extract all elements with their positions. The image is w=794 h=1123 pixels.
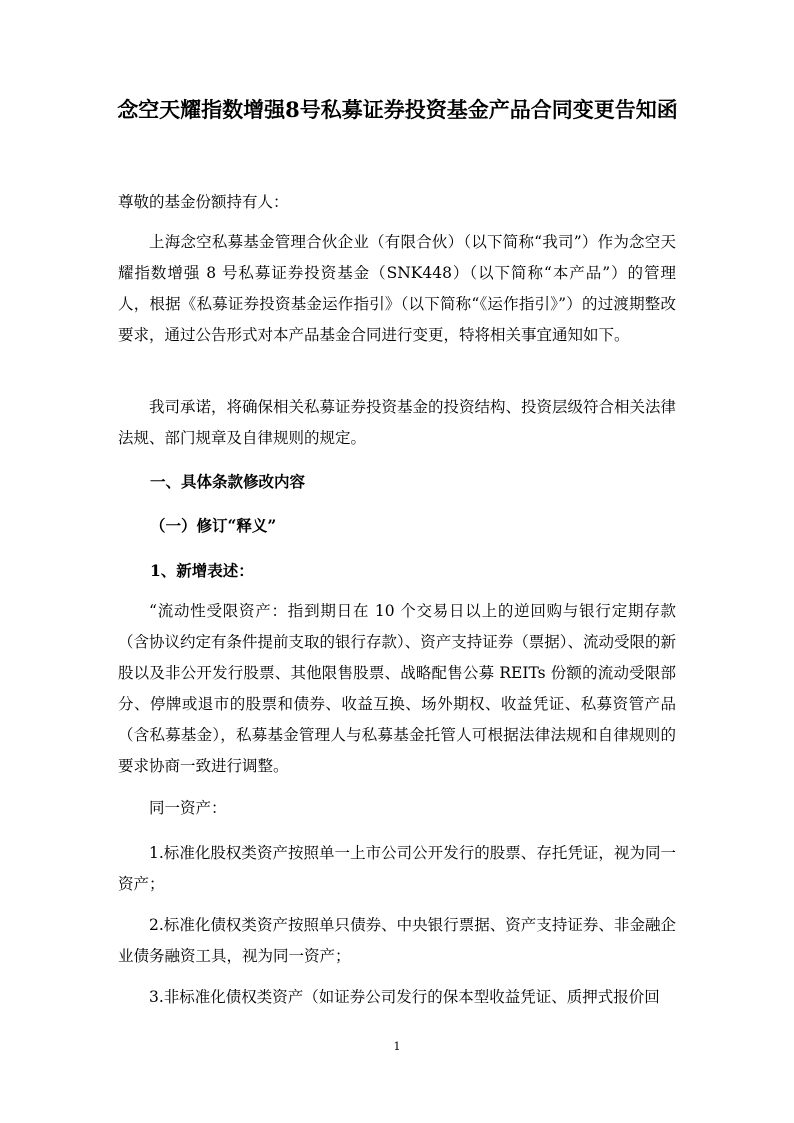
same-asset-item-2: 2.标准化债权类资产按照单只债券、中央银行票据、资产支持证券、非金融企业债务融资工具，视为同一资产； [118, 916, 676, 965]
commitment-paragraph: 我司承诺，将确保相关私募证券投资基金的投资结构、投资层级符合相关法律法规、部门规章及自律规则的规定。 [118, 398, 677, 447]
salutation: 尊敬的基金份额持有人： [118, 193, 289, 211]
same-asset-item-3: 3.非标准化债权类资产（如证券公司发行的保本型收益凭证、质押式报价回 [149, 988, 660, 1006]
document-title: 念空天耀指数增强8号私募证券投资基金产品合同变更告知函 [117, 97, 678, 122]
item-heading: 1、新增表述： [150, 561, 254, 580]
intro-paragraph: 上海念空私募基金管理合伙企业（有限合伙）（以下简称“我司”）作为念空天耀指数增强 8 号私募证券投资基金（SNK448）（以下简称“本产品”）的管理人，根据《私募证券投资基金运作指引》（以下简称“《运作指引》”）的过渡期整改要求，通过公告形式对本产品基金合同进行变更，特将相关事宜通知如下。 [118, 233, 676, 344]
same-asset-item-1: 1.标准化股权类资产按照单一上市公司公开发行的股票、存托凭证，视为同一资产； [118, 844, 676, 893]
definition-paragraph: “流动性受限资产：指到期日在 10 个交易日以上的逆回购与银行定期存款（含协议约定有条件提前支取的银行存款）、资产支持证券（票据）、流动受限的新股以及非公开发行股票、其他限售股票、战略配售公募 REITs 份额的流动受限部分、停牌或退市的股票和债券、收益互换、场外期权、收益凭证、私募资管产品（含私募基金），私募基金管理人与私募基金托管人可根据法律法规和自律规则的要求协商一致进行调整。 [118, 602, 677, 775]
section-heading: 一、具体条款修改内容 [150, 472, 306, 491]
page-number: 1 [393, 1040, 401, 1053]
subsection-heading: （一）修订“释义” [150, 516, 277, 535]
same-asset-label: 同一资产： [149, 799, 227, 817]
